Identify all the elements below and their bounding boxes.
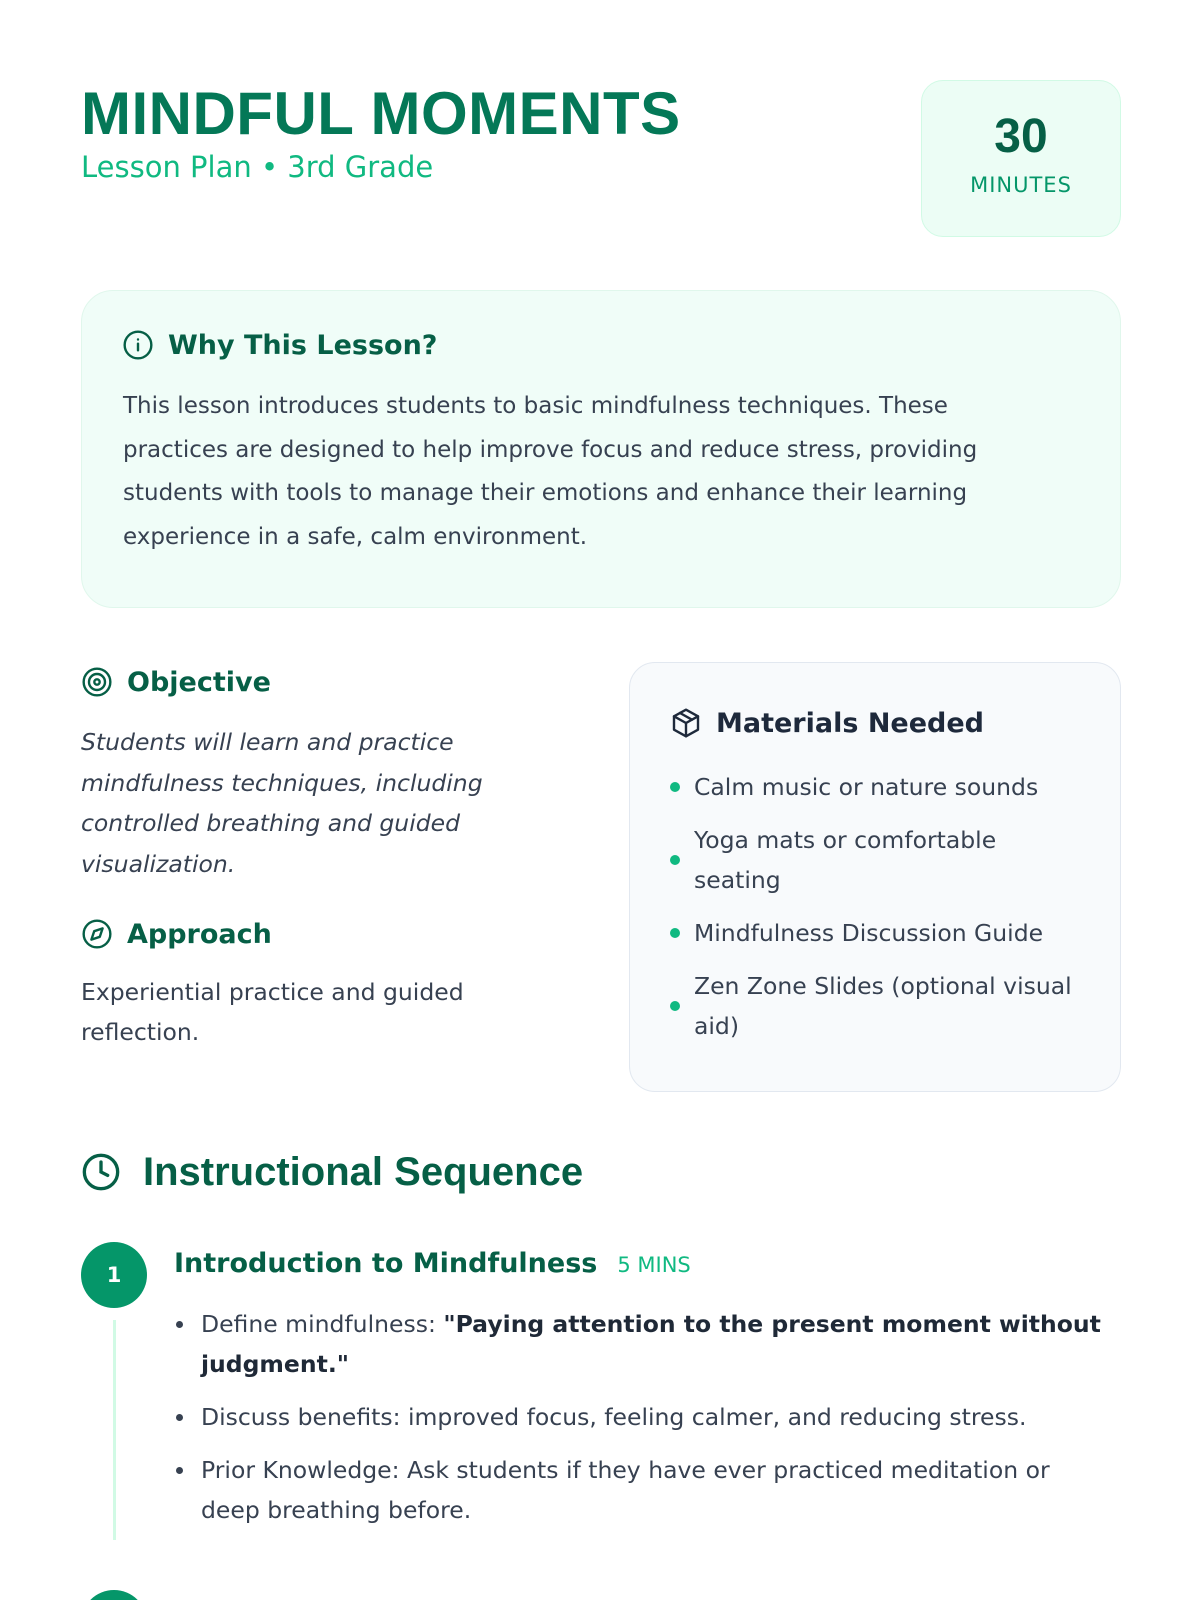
material-text: Yoga mats or comfortable seating [694, 826, 997, 894]
bullet-prefix: Prior Knowledge: Ask students if they have ever practiced meditation or deep breathing before. [201, 1456, 1050, 1524]
lesson-header [81, 80, 1121, 240]
approach-heading [81, 914, 521, 954]
sequence-heading [81, 1148, 583, 1196]
step-number-badge: 1 [81, 1242, 147, 1308]
sequence-heading-text: Instructional Sequence [143, 1149, 584, 1194]
bullet-bold: "Paying attention to the present moment without judgment." [201, 1310, 1101, 1378]
materials-heading-text: Materials Needed [716, 707, 985, 739]
list-item [201, 1304, 1101, 1384]
next-step-badge [81, 1590, 147, 1600]
list-item [670, 820, 1090, 900]
approach-heading-text: Approach [127, 918, 272, 950]
bullet-prefix: Define mindfulness: [201, 1310, 444, 1338]
sequence-step [81, 1242, 1121, 1542]
package-icon [670, 707, 702, 739]
list-item [670, 966, 1090, 1046]
bullet-dot [670, 928, 680, 938]
duration-value: 30 [994, 110, 1048, 163]
info-icon [122, 329, 154, 361]
material-text: Calm music or nature sounds [694, 773, 1039, 801]
list-item [201, 1397, 1101, 1437]
step-title: Introduction to Mindfulness [174, 1248, 598, 1279]
bullet-dot [670, 1001, 680, 1011]
clock-icon [81, 1152, 121, 1192]
duration-unit: MINUTES [970, 173, 1072, 197]
why-body: This lesson introduces students to basic mindfulness techniques. These practices are designed to help improve focus and reduce stress, providing students with tools to manage their emotions and enhance their learning experience in a safe, calm environment. [123, 393, 978, 550]
materials-heading [670, 707, 984, 739]
why-this-lesson-card [81, 290, 1121, 608]
bullet-prefix: Discuss benefits: improved focus, feeling calmer, and reducing stress. [201, 1403, 1027, 1431]
bullet-dot [670, 782, 680, 792]
materials-list [670, 767, 1090, 1059]
objective-heading [81, 662, 521, 702]
step-title-row [174, 1248, 691, 1279]
material-text: Zen Zone Slides (optional visual aid) [694, 972, 1072, 1040]
objective-heading-text: Objective [127, 666, 271, 698]
list-item [670, 767, 1090, 807]
objective-body: Students will learn and practice mindfulness techniques, including controlled breathing and guided visualization. [81, 728, 483, 878]
material-text: Mindfulness Discussion Guide [694, 919, 1044, 947]
list-item [670, 913, 1090, 953]
list-item [201, 1450, 1101, 1530]
duration-card [921, 80, 1121, 237]
approach-body: Experiential practice and guided reflection. [81, 978, 464, 1046]
page-subtitle: Lesson Plan • 3rd Grade [81, 150, 434, 184]
why-heading [122, 329, 437, 361]
compass-icon [81, 918, 113, 950]
page-title: MINDFUL MOMENTS [81, 80, 681, 147]
step-connector-line [113, 1320, 116, 1540]
target-icon [81, 666, 113, 698]
objective-approach-column [81, 662, 521, 1052]
materials-card [629, 662, 1121, 1092]
step-bullets [201, 1304, 1101, 1543]
step-duration: 5 MINS [617, 1253, 691, 1277]
why-heading-text: Why This Lesson? [168, 329, 438, 361]
bullet-dot [670, 855, 680, 865]
